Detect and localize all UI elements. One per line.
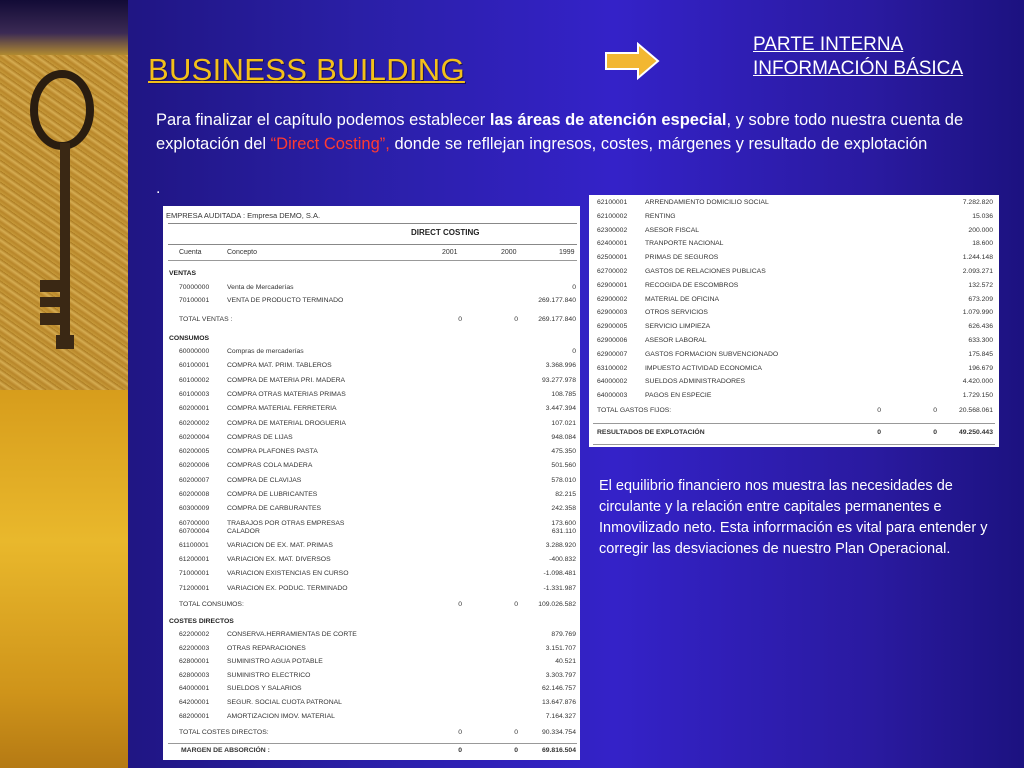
table-row: 60700000 TRABAJOS POR OTRAS EMPRESAS 173.600 60700004 CALADOR 631.110 <box>179 519 576 535</box>
table-row: 62200002 CONSERVA.HERRAMIENTAS DE CORTE 879.769 <box>179 631 576 638</box>
col-concepto: Concepto <box>227 249 257 256</box>
table-row: 64000003 PAGOS EN ESPECIE 1.729.150 <box>597 392 993 400</box>
slide-title: BUSINESS BUILDING <box>148 52 465 87</box>
table-row: 62900006 ASESOR LABORAL 633.300 <box>597 337 993 344</box>
total-row: TOTAL CONSUMOS: 0 0 109.026.582 <box>179 601 576 608</box>
table-row: 62900005 SERVICIO LIMPIEZA 626.436 <box>597 323 993 331</box>
table-row: 63100002 IMPUESTO ACTIVIDAD ECONOMICA 196.679 <box>597 364 993 372</box>
arrow-right-icon <box>604 42 660 80</box>
col-2000: 2000 <box>501 249 517 256</box>
table-row: 70100001 VENTA DE PRODUCTO TERMINADO 269.177.840 <box>179 297 576 304</box>
table-row: 64200001 SEGUR. SOCIAL CUOTA PATRONAL 13.647.876 <box>179 699 576 706</box>
margen-row: MARGEN DE ABSORCIÓN : 0 0 69.816.504 <box>181 747 576 754</box>
key-icon <box>0 55 128 390</box>
table-row: 64000002 SUELDOS ADMINISTRADORES 4.420.000 <box>597 378 993 386</box>
table-row: 60200001 COMPRA MATERIAL FERRETERIA 3.447.394 <box>179 405 576 413</box>
col-1999: 1999 <box>559 249 575 256</box>
intro-paragraph: Para finalizar el capítulo podemos establecer las áreas de atención especial, y sobre todo nuestra cuenta de explotación del “Direct Costing”, donde se refllejan ingresos, costes, márgenes y resultado de explotación <box>156 111 964 153</box>
heading-line-1: PARTE INTERNA <box>753 34 904 55</box>
section-ventas: VENTAS <box>169 270 197 277</box>
table-row: 62700002 GASTOS DE RELACIONES PUBLICAS 2.093.271 <box>597 268 993 275</box>
table-row: 64000001 SUELDOS Y SALARIOS 62.146.757 <box>179 685 576 693</box>
table-row: 60200002 COMPRA DE MATERIAL DROGUERIA 107.021 <box>179 419 576 427</box>
intro-dot: . <box>156 180 161 197</box>
total-row: TOTAL GASTOS FIJOS: 0 0 20.568.061 <box>597 407 993 414</box>
section-consumos: CONSUMOS <box>169 335 210 342</box>
resultado-row: RESULTADOS DE EXPLOTACIÓN 0 0 49.250.443 <box>597 429 993 436</box>
section-heading <box>753 33 963 81</box>
table-row: 60300009 COMPRA DE CARBURANTES 242.358 <box>179 505 576 513</box>
fixed-costs-table <box>589 195 999 447</box>
table-row: 60200004 COMPRAS DE LIJAS 948.084 <box>179 433 576 441</box>
table-row: 62900001 RECOGIDA DE ESCOMBROS 132.572 <box>597 281 993 289</box>
table-row: 62900007 GASTOS FORMACION SUBVENCIONADO 175.845 <box>597 350 993 358</box>
table-row: 70000000 Venta de Mercaderías 0 <box>179 284 576 291</box>
total-row: TOTAL VENTAS : 0 0 269.177.840 <box>179 316 576 323</box>
table-row: 71200001 VARIACION EX. PODUC. TERMINADO -1.331.987 <box>179 584 576 592</box>
section-costes: COSTES DIRECTOS <box>169 618 234 625</box>
table-row: 60100002 COMPRA DE MATERIA PRI. MADERA 93.277.978 <box>179 376 576 384</box>
table-row: 61200001 VARIACION EX. MAT. DIVERSOS -400.832 <box>179 555 576 563</box>
table-row: 60100003 COMPRA OTRAS MATERIAS PRIMAS 108.785 <box>179 390 576 398</box>
table-row: 62400001 TRANPORTE NACIONAL 18.600 <box>597 240 993 248</box>
direct-costing-table <box>163 206 580 760</box>
col-2001: 2001 <box>442 249 458 256</box>
table-row: 60200006 COMPRAS COLA MADERA 501.560 <box>179 462 576 470</box>
table-title: DIRECT COSTING <box>411 228 480 237</box>
table-row: 62800003 SUMINISTRO ELECTRICO 3.303.797 <box>179 671 576 679</box>
table-row: 62100001 ARRENDAMIENTO DOMICILIO SOCIAL 7.282.820 <box>597 199 993 206</box>
table-row: 62100002 RENTING 15.036 <box>597 212 993 220</box>
table-row: 62900002 MATERIAL DE OFICINA 673.209 <box>597 295 993 303</box>
equilibrio-paragraph: El equilibrio financiero nos muestra las necesidades de circulante y la relación entre capitales permanentes e Inmovilizado neto. Esta inforrmación es vital para entender y corregir las desviaciones de nuestro Plan Operacional. <box>599 478 988 557</box>
table-row: 68200001 AMORTIZACION IMOV. MATERIAL 7.164.327 <box>179 712 576 720</box>
table-row: 60200005 COMPRA PLAFONES PASTA 475.350 <box>179 448 576 456</box>
left-decorative-strip <box>0 0 128 768</box>
col-cuenta: Cuenta <box>179 249 202 256</box>
table-row: 62300002 ASESOR FISCAL 200.000 <box>597 226 993 234</box>
table-row: 60100001 COMPRA MAT. PRIM. TABLEROS 3.368.996 <box>179 362 576 370</box>
intro-bold: las áreas de atención especial <box>489 111 727 129</box>
heading-line-2: INFORMACIÓN BÁSICA <box>753 58 964 79</box>
table-row: 62900003 OTROS SERVICIOS 1.079.990 <box>597 309 993 317</box>
table-row: 60200008 COMPRA DE LUBRICANTES 82.215 <box>179 491 576 498</box>
table-row: 62800001 SUMINISTRO AGUA POTABLE 40.521 <box>179 658 576 666</box>
table-row: 60000000 Compras de mercaderías 0 <box>179 348 576 355</box>
table-row: 62200003 OTRAS REPARACIONES 3.151.707 <box>179 644 576 652</box>
table-row: 61100001 VARIACION DE EX. MAT. PRIMAS 3.288.920 <box>179 541 576 549</box>
table-row: 71000001 VARIACION EXISTENCIAS EN CURSO -1.098.481 <box>179 570 576 578</box>
table-row: 62500001 PRIMAS DE SEGUROS 1.244.148 <box>597 254 993 262</box>
table-row: 60200007 COMPRA DE CLAVIJAS 578.010 <box>179 476 576 484</box>
intro-highlight: “Direct Costing”, <box>270 135 390 153</box>
total-row: TOTAL COSTES DIRECTOS: 0 0 90.334.754 <box>179 729 576 736</box>
company-label: EMPRESA AUDITADA : Empresa DEMO, S.A. <box>166 211 321 220</box>
